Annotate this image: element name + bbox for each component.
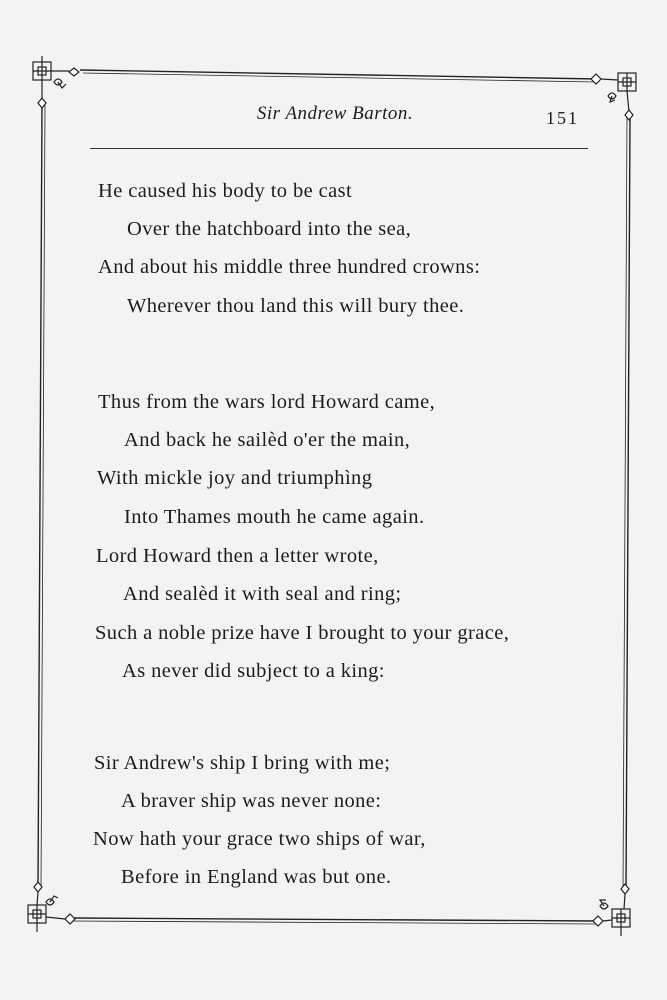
poem-line: Now hath your grace two ships of war,	[93, 828, 426, 850]
page-number: 151	[546, 108, 579, 128]
corner-ornament-top-left	[33, 56, 79, 108]
poem-line: Before in England was but one.	[121, 866, 392, 888]
poem-line: With mickle joy and triumphìng	[97, 467, 373, 489]
poem-line: As never did subject to a king:	[122, 660, 385, 682]
corner-ornament-top-right	[591, 73, 636, 120]
poem-line: And sealèd it with seal and ring;	[123, 583, 402, 605]
poem-line: Into Thames mouth he came again.	[124, 506, 425, 528]
poem-line: A braver ship was never none:	[121, 790, 382, 812]
poem-line: And about his middle three hundred crowns:	[98, 256, 481, 278]
poem-line: Lord Howard then a letter wrote,	[96, 545, 379, 567]
poem-line: Thus from the wars lord Howard came,	[98, 391, 436, 413]
running-header-title: Sir Andrew Barton.	[256, 103, 414, 124]
poem-line: He caused his body to be cast	[98, 180, 353, 202]
poem-line: Over the hatchboard into the sea,	[127, 218, 412, 240]
poem-line: Sir Andrew's ship I bring with me;	[94, 752, 391, 774]
corner-ornament-bottom-right	[593, 884, 630, 936]
corner-ornament-bottom-left	[28, 882, 75, 932]
poem-line: Wherever thou land this will bury thee.	[127, 295, 465, 317]
header-rule	[90, 148, 588, 149]
poem-line: And back he sailèd o'er the main,	[124, 429, 411, 451]
poem-line: Such a noble prize have I brought to your grace,	[95, 622, 510, 644]
